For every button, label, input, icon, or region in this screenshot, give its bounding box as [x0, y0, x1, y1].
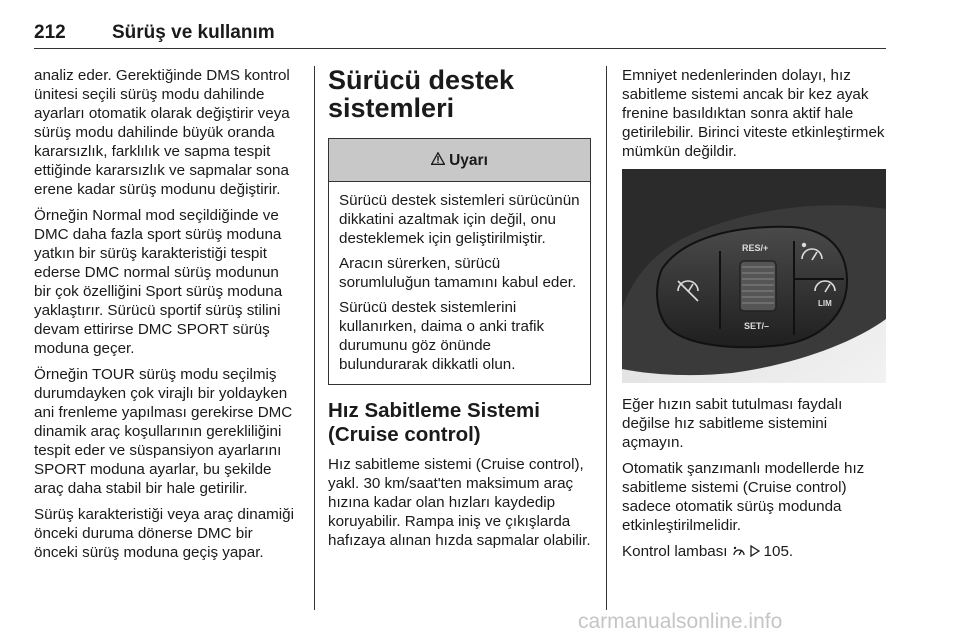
- column-left: [34, 66, 298, 569]
- set-label: SET/–: [744, 321, 770, 331]
- column-divider: [314, 66, 315, 610]
- header-rule: [34, 48, 886, 49]
- control-lamp-text: Kontrol lambası: [622, 543, 728, 560]
- res-label: RES/+: [742, 243, 769, 253]
- warning-paragraph: Sürücü destek sistemleri sürücünün dikkatini azaltmak için değil, onu desteklemek için geliştirilmiştir.: [339, 192, 580, 247]
- warning-box: [328, 138, 591, 385]
- paragraph: Eğer hızın sabit tutulması faydalı değilse hız sabitleme sistemini açmayın.: [622, 396, 843, 451]
- page-reference-arrow-icon: [750, 543, 764, 559]
- column-middle: [328, 66, 591, 557]
- paragraph: Hız sabitleme sistemi (Cruise control), yakl. 30 km/saat'ten maksimum araç hızına kadar olan hızları kaydedip koruyabilir. Rampa iniş ve çıkışlarda hafızaya alınan hızda sapmalar olabilir.: [328, 456, 591, 549]
- cruise-control-icon: [732, 543, 750, 559]
- watermark: carmanualsonline.info: [578, 610, 783, 633]
- page-number: 212: [34, 22, 66, 43]
- section-title: Sürücü destek sistemleri: [328, 65, 515, 123]
- warning-paragraph: Aracın sürerken, sürücü sorumluluğun tamamını kabul eder.: [339, 255, 577, 291]
- column-divider: [606, 66, 607, 610]
- column-right: [622, 66, 886, 568]
- warning-header: [329, 139, 590, 182]
- warning-title: Uyarı: [449, 151, 488, 169]
- lim-label: LIM: [818, 299, 832, 308]
- warning-triangle-icon: [431, 151, 445, 170]
- steering-wheel-controls-figure: [622, 169, 886, 383]
- paragraph: Otomatik şanzımanlı modellerde hız sabitleme sistemi (Cruise control) sadece otomatik sürüş modunda etkinleştirilmelidir.: [622, 460, 865, 534]
- chapter-title: Sürüş ve kullanım: [112, 22, 275, 43]
- paragraph: Örneğin TOUR sürüş modu seçilmiş durumdayken çok virajlı bir yoldayken ani frenleme yapılması gerekirse DMC dinamik araç koşullarının gerekliliğini tespit eder ve süspansiyon ayarlarını SPORT moduna ayarlar, bu şekilde araç daha stabil bir hale getirilir.: [34, 366, 293, 497]
- paragraph: Örneğin Normal mod seçildiğinde ve DMC daha fazla sport sürüş moduna yatkın bir sürüş karakteristiği tespit ederse DMC normal sürüş modunun bir çok özelliğini Sport sürüş moduna yaklaştırır. Sürücü sportif sürüş stilini devam ettirirse DMC SPORT sürüş moduna geçer.: [34, 207, 283, 357]
- page-reference: 105.: [763, 543, 794, 560]
- paragraph: Emniyet nedenlerinden dolayı, hız sabitleme sistemi ancak bir kez ayak frenine basıldıktan sonra aktif hale getirilebilir. Birinci viteste etkinleştirmek mümkün değildir.: [622, 67, 885, 160]
- subsection-title: Hız Sabitleme Sistemi (Cruise control): [328, 399, 540, 446]
- warning-paragraph: Sürücü destek sistemlerini kullanırken, daima o anki trafik durumunu göz önünde bulundurarak dikkatli olun.: [339, 299, 545, 373]
- paragraph: analiz eder. Gerektiğinde DMS kontrol ünitesi seçili sürüş modu dahilinde ayarları otomatik olarak değiştirir veya sürüş modu dahilinde büyük oranda kararsızlık, farklılık ve sapma tespit ettiğinde kararsızlık ve sapmalar sona erene kadar sürüş modunu değiştirir.: [34, 67, 290, 198]
- warning-body: [329, 182, 590, 384]
- control-lamp-reference: [622, 542, 886, 561]
- page-header: [34, 22, 886, 48]
- paragraph: Sürüş karakteristiği veya araç dinamiği önceki duruma dönerse DMC bir önceki sürüş moduna geçiş yapar.: [34, 506, 294, 561]
